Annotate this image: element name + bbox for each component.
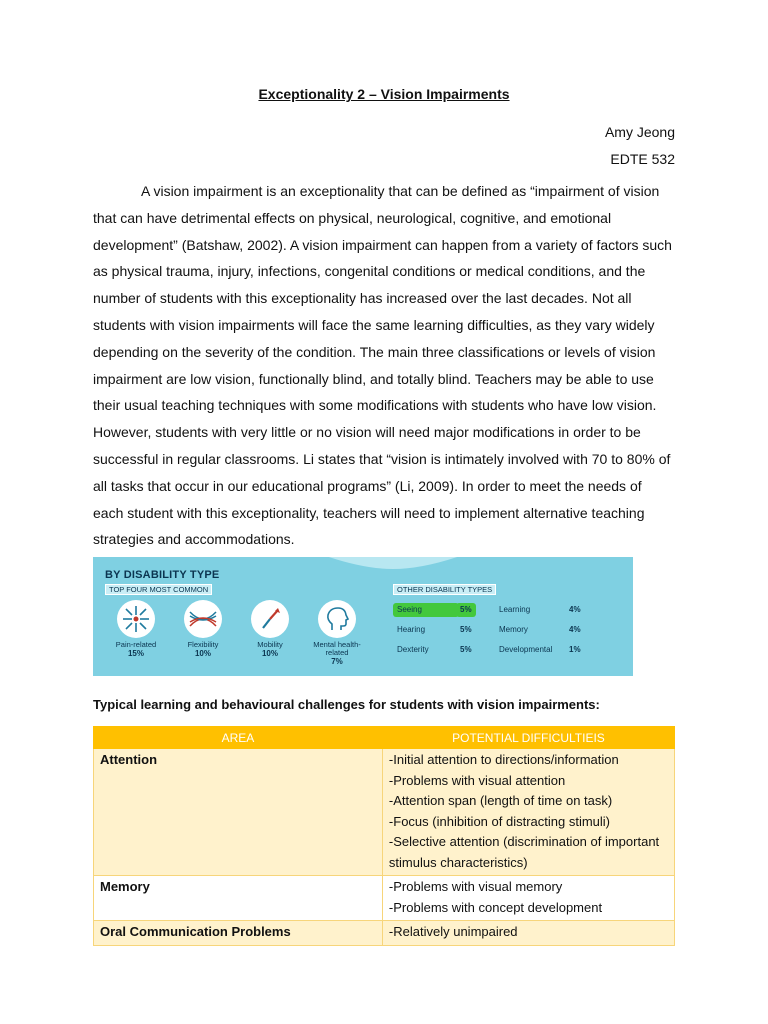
infographic-subtitle: TOP FOUR MOST COMMON [105, 584, 212, 595]
course-code: EDTE 532 [610, 151, 675, 167]
document-title: Exceptionality 2 – Vision Impairments [258, 86, 510, 102]
arrows-inward-icon [117, 600, 155, 638]
area-cell: Memory [94, 876, 383, 921]
other-types-row [393, 623, 625, 637]
top-four-item [103, 600, 169, 658]
difficulties-cell [382, 921, 674, 946]
top-four-label: Flexibility [187, 640, 219, 649]
other-type-percent: 5% [460, 625, 472, 634]
area-cell: Oral Communication Problems [94, 921, 383, 946]
top-four-list [103, 600, 375, 670]
difficulty-item: -Problems with visual attention [388, 772, 566, 788]
difficulties-cell [382, 876, 674, 921]
table-row [94, 749, 675, 876]
difficulty-item: -Problems with visual memory [388, 879, 563, 894]
table-row [94, 921, 675, 946]
top-four-label: Mental health-related [313, 640, 361, 657]
author-name: Amy Jeong [604, 124, 675, 140]
difficulty-item: -Focus (inhibition of distracting stimuli) [388, 813, 610, 829]
other-type-percent: 4% [569, 625, 581, 634]
compass-needle-icon [251, 600, 289, 638]
other-type-percent: 4% [569, 605, 581, 614]
difficulty-item: -Problems with concept development [388, 899, 603, 915]
difficulty-item: -Attention span (length of time on task) [388, 793, 613, 808]
crossing-lines-icon [184, 600, 222, 638]
other-types-row [393, 643, 625, 657]
other-type-percent: 1% [569, 645, 581, 654]
top-four-label: Mobility [257, 640, 283, 649]
other-type-label: Memory [499, 625, 528, 634]
column-header-area: AREA [94, 727, 383, 749]
difficulty-item: -Selective attention (discrimination of important stimulus characteristics) [388, 834, 660, 870]
top-four-item [170, 600, 236, 658]
other-type-percent: 5% [460, 645, 472, 654]
other-types-row [393, 603, 625, 617]
difficulty-item: -Initial attention to directions/information [388, 752, 619, 767]
top-four-item [237, 600, 303, 658]
top-four-percent: 10% [194, 649, 211, 658]
difficulty-item: -Relatively unimpaired [388, 924, 518, 939]
top-four-label: Pain-related [115, 640, 157, 649]
table-header-row [94, 727, 675, 749]
table-row [94, 876, 675, 921]
banner-notch [283, 557, 503, 571]
other-type-label: Hearing [397, 625, 426, 634]
top-four-percent: 15% [127, 649, 144, 658]
table-heading: Typical learning and behavioural challenges for students with vision impairments: [93, 697, 600, 712]
other-type-label: Learning [499, 605, 531, 614]
column-header-difficulties: POTENTIAL DIFFICULTIEIS [382, 727, 674, 749]
infographic-title: BY DISABILITY TYPE [105, 569, 220, 581]
other-types-title: OTHER DISABILITY TYPES [393, 584, 496, 595]
challenges-table [93, 726, 675, 946]
top-four-percent: 7% [331, 657, 343, 666]
disability-infographic [93, 557, 633, 676]
other-type-label: Developmental [499, 645, 553, 654]
intro-paragraph: A vision impairment is an exceptionality that can be defined as “impairment of vision that can have detrimental effects on physical, neurological, cognitive, and emotional development” (Batshaw, 2002). A vision impairment can happen from a variety of factors such as physical trauma, injury, infections, congenital conditions or medical conditions, and the number of students with this exceptionality has increased over the last decades. Not all students with vision impairments will face the same learning difficulties, as they vary widely depending on the severity of the condition. The main three classifications or levels of vision impairment are low vision, functionally blind, and totally blind. Teachers may be able to use their usual teaching techniques with some modifications with students who have low vision. However, students with very little or no vision will need major modifications in order to be successful in regular classrooms. Li states that “vision is intimately involved with 70 to 80% of all tasks that occur in our educational programs” (Li, 2009). In order to meet the needs of each student with this exceptionality, teachers will need to implement alternative teaching strategies and accommodations. [93, 183, 672, 548]
area-cell: Attention [94, 749, 383, 876]
top-four-item [304, 600, 370, 666]
other-type-label: Dexterity [397, 645, 429, 654]
top-four-percent: 10% [261, 649, 278, 658]
difficulties-cell [382, 749, 674, 876]
other-type-percent: 5% [456, 603, 476, 617]
head-profile-icon [318, 600, 356, 638]
other-type-label: Seeing [393, 603, 459, 617]
